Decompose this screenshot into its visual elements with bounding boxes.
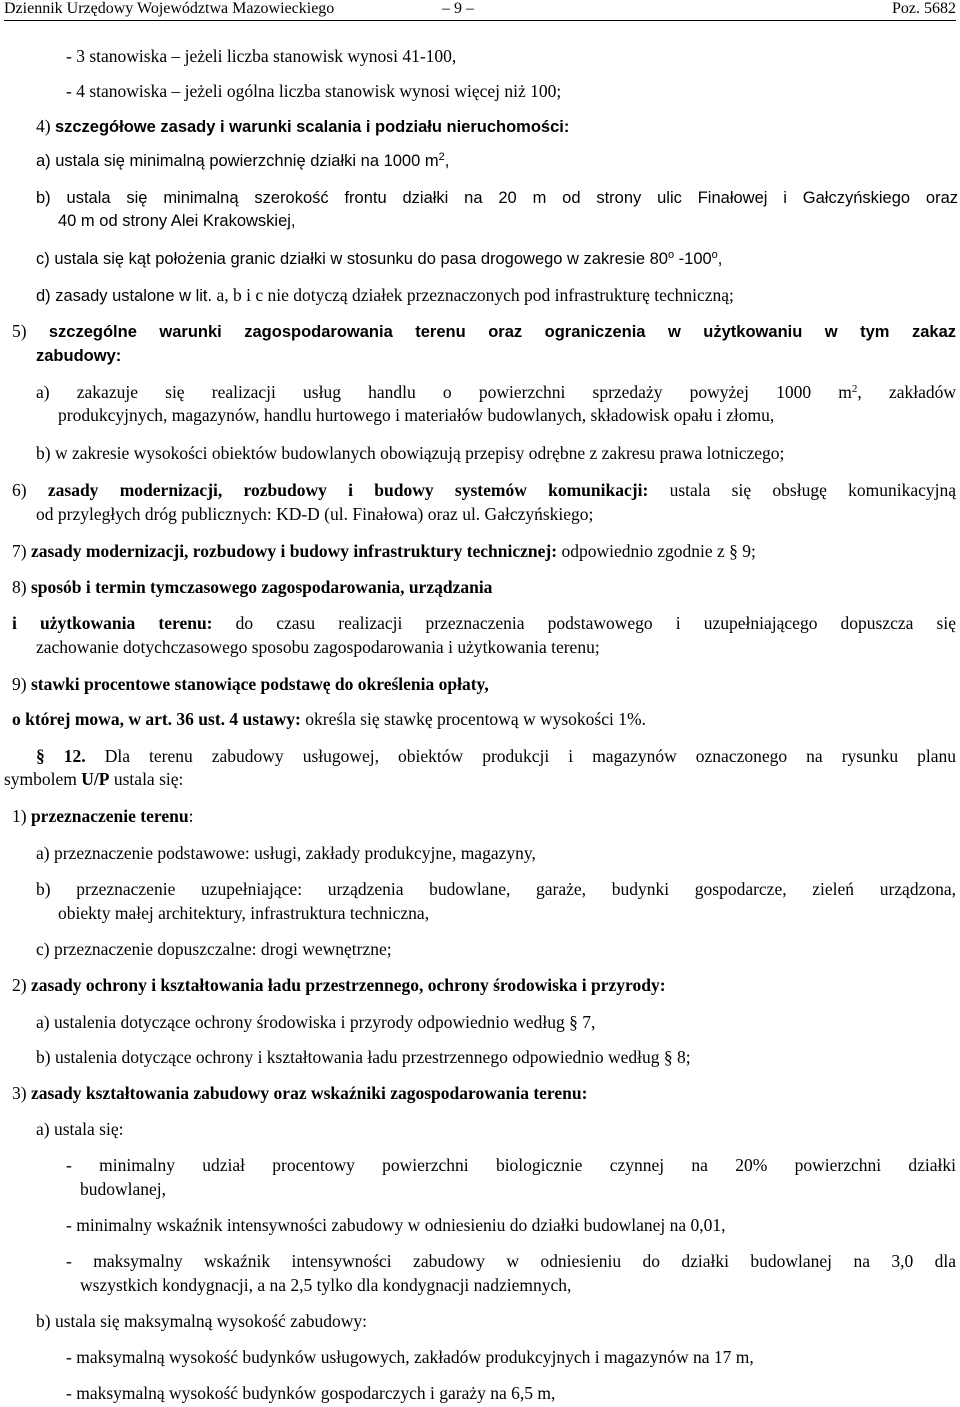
line-text: , zakładów <box>857 382 956 402</box>
text-line <box>12 613 956 634</box>
position-number: Poz. 5682 <box>892 0 956 17</box>
superscript: 2 <box>438 151 445 163</box>
heading-text: szczególne warunki zagospodarowania terenu oraz ograniczenia w użytkowaniu w tym zakaz <box>48 323 957 341</box>
page-number: – 9 – <box>442 0 474 17</box>
text-line: produkcyjnych, magazynów, handlu hurtowego i materiałów budowlanych, składowisk opału i złomu, <box>58 405 775 425</box>
item-number: 8) <box>12 577 27 597</box>
text-line: b) w zakresie wysokości obiektów budowlanych obowiązują przepisy odrębne z zakresu prawa lotniczego; <box>36 443 785 463</box>
page-header <box>4 0 956 21</box>
heading-text: zasady modernizacji, rozbudowy i budowy systemów komunikacji: <box>47 480 649 500</box>
list-item: - maksymalną wysokość budynków usługowych, zakładów produkcyjnych i magazynów na 17 m, <box>66 1347 754 1367</box>
text-line <box>36 151 449 172</box>
text-line: - 4 stanowiska – jeżeli ogólna liczba stanowisk wynosi więcej niż 100; <box>66 81 562 101</box>
section-heading <box>12 480 956 501</box>
symbol-text: U/P <box>81 769 110 789</box>
section-heading <box>36 116 569 138</box>
line-text: a, b i c nie dotyczą działek przeznaczonych pod infrastrukturę techniczną; <box>212 285 734 305</box>
text-line: b) ustalenia dotyczące ochrony i kształtowania ładu przestrzennego odpowiednio według § 8; <box>36 1047 691 1067</box>
text-line: a) przeznaczenie podstawowe: usługi, zakłady produkcyjne, magazyny, <box>36 843 536 863</box>
text-line: a) ustala się: <box>36 1119 124 1139</box>
item-number: 9) <box>12 674 27 694</box>
item-number: 1) <box>12 806 27 826</box>
line-text: , <box>717 250 723 268</box>
superscript: 2 <box>851 383 858 395</box>
text-line: a) ustalenia dotyczące ochrony środowiska i przyrody odpowiednio według § 7, <box>36 1012 596 1032</box>
text-line: c) przeznaczenie dopuszczalne: drogi wewnętrzne; <box>36 939 392 959</box>
item-number: 2) <box>12 975 27 995</box>
heading-text: przeznaczenie terenu <box>30 806 189 826</box>
line-text: symbolem <box>4 769 82 789</box>
list-item: - maksymalny wskaźnik intensywności zabudowy w odniesieniu do działki budowlanej na 3,0 dla <box>66 1251 956 1271</box>
list-item: - minimalny udział procentowy powierzchni biologicznie czynnej na 20% powierzchni działki <box>66 1155 956 1175</box>
text-line <box>36 382 956 403</box>
line-text: : <box>188 806 194 826</box>
text-line: b) ustala się minimalną szerokość frontu działki na 20 m od strony ulic Finałowej i Gałczyńskiego oraz <box>36 189 958 207</box>
section-heading <box>12 321 956 343</box>
section-heading <box>36 345 121 367</box>
line-text: określa się stawkę procentową w wysokości 1%. <box>300 709 646 729</box>
section-heading <box>12 541 756 562</box>
section-heading <box>12 975 666 996</box>
list-item: - maksymalną wysokość budynków gospodarczych i garaży na 6,5 m, <box>66 1383 556 1403</box>
line-text: ustala się obsługę komunikacyjną <box>648 480 957 500</box>
text-line <box>36 285 734 307</box>
section-heading <box>12 1083 587 1104</box>
item-number: 6) <box>12 480 27 500</box>
line-text: odpowiednio zgodnie z § 9; <box>557 541 756 561</box>
superscript: o <box>711 249 718 261</box>
list-item: - minimalny wskaźnik intensywności zabudowy w odniesieniu do działki budowlanej na 0,01, <box>66 1215 726 1235</box>
item-number: 7) <box>12 541 27 561</box>
text-line: obiekty małej architektury, infrastruktura techniczna, <box>58 903 430 923</box>
text-line: budowlanej, <box>80 1179 167 1199</box>
text-line <box>4 769 183 790</box>
text-line: od przyległych dróg publicznych: KD-D (ul. Finałowa) oraz ul. Gałczyńskiego; <box>36 504 594 524</box>
text-line: b) przeznaczenie uzupełniające: urządzenia budowlane, garaże, budynki gospodarcze, zieleń urządzona, <box>36 879 956 899</box>
paragraph-heading <box>36 746 956 767</box>
line-text: , <box>444 152 450 170</box>
superscript: o <box>667 249 675 261</box>
line-text: d) zasady ustalone w lit. <box>36 287 213 305</box>
heading-text: o której mowa, w art. 36 ust. 4 ustawy: <box>12 709 301 729</box>
heading-text: zasady modernizacji, rozbudowy i budowy infrastruktury technicznej: <box>30 541 558 561</box>
text-line <box>12 709 646 730</box>
section-heading <box>12 806 193 827</box>
text-line: 40 m od strony Alei Krakowskiej, <box>58 212 296 230</box>
heading-text: zasady kształtowania zabudowy oraz wskaźniki zagospodarowania terenu: <box>30 1083 588 1103</box>
paragraph-number: § 12. <box>36 746 86 766</box>
section-heading <box>12 674 489 695</box>
heading-text: i użytkowania terenu: <box>12 613 213 633</box>
text-line: - 3 stanowiska – jeżeli liczba stanowisk wynosi 41-100, <box>66 46 457 66</box>
line-text: c) ustala się kąt położenia granic działki w stosunku do pasa drogowego w zakresie 80 <box>36 250 668 268</box>
line-text: do czasu realizacji przeznaczenia podstawowego i uzupełniającego dopuszcza się <box>212 613 956 633</box>
heading-text: stawki procentowe stanowiące podstawę do określenia opłaty, <box>30 674 489 694</box>
heading-text: szczegółowe zasady i warunki scalania i podziału nieruchomości: <box>54 118 570 136</box>
text-line: wszystkich kondygnacji, a na 2,5 tylko dla kondygnacji nadziemnych, <box>80 1275 572 1295</box>
text-line: zachowanie dotychczasowego sposobu zagospodarowania i użytkowania terenu; <box>36 637 600 657</box>
item-number: 3) <box>12 1083 27 1103</box>
item-number: 5) <box>12 321 27 341</box>
heading-text: zabudowy: <box>36 347 122 365</box>
section-heading <box>12 577 492 598</box>
line-text: Dla terenu zabudowy usługowej, obiektów produkcji i magazynów oznaczonego na rysunku planu <box>85 746 956 766</box>
line-text: a) zakazuje się realizacji usług handlu o powierzchni sprzedaży powyżej 1000 m <box>36 382 852 402</box>
heading-text: sposób i termin tymczasowego zagospodarowania, urządzania <box>30 577 493 597</box>
heading-text: zasady ochrony i kształtowania ładu przestrzennego, ochrony środowiska i przyrody: <box>30 975 666 995</box>
item-number: 4) <box>36 116 51 136</box>
line-text: -100 <box>674 250 712 268</box>
text-line <box>36 249 722 270</box>
line-text: a) ustala się minimalną powierzchnię działki na 1000 m <box>36 152 439 170</box>
journal-title: Dziennik Urzędowy Województwa Mazowieckiego <box>4 0 335 17</box>
text-line: b) ustala się maksymalną wysokość zabudowy: <box>36 1311 367 1331</box>
line-text: ustala się: <box>109 769 184 789</box>
